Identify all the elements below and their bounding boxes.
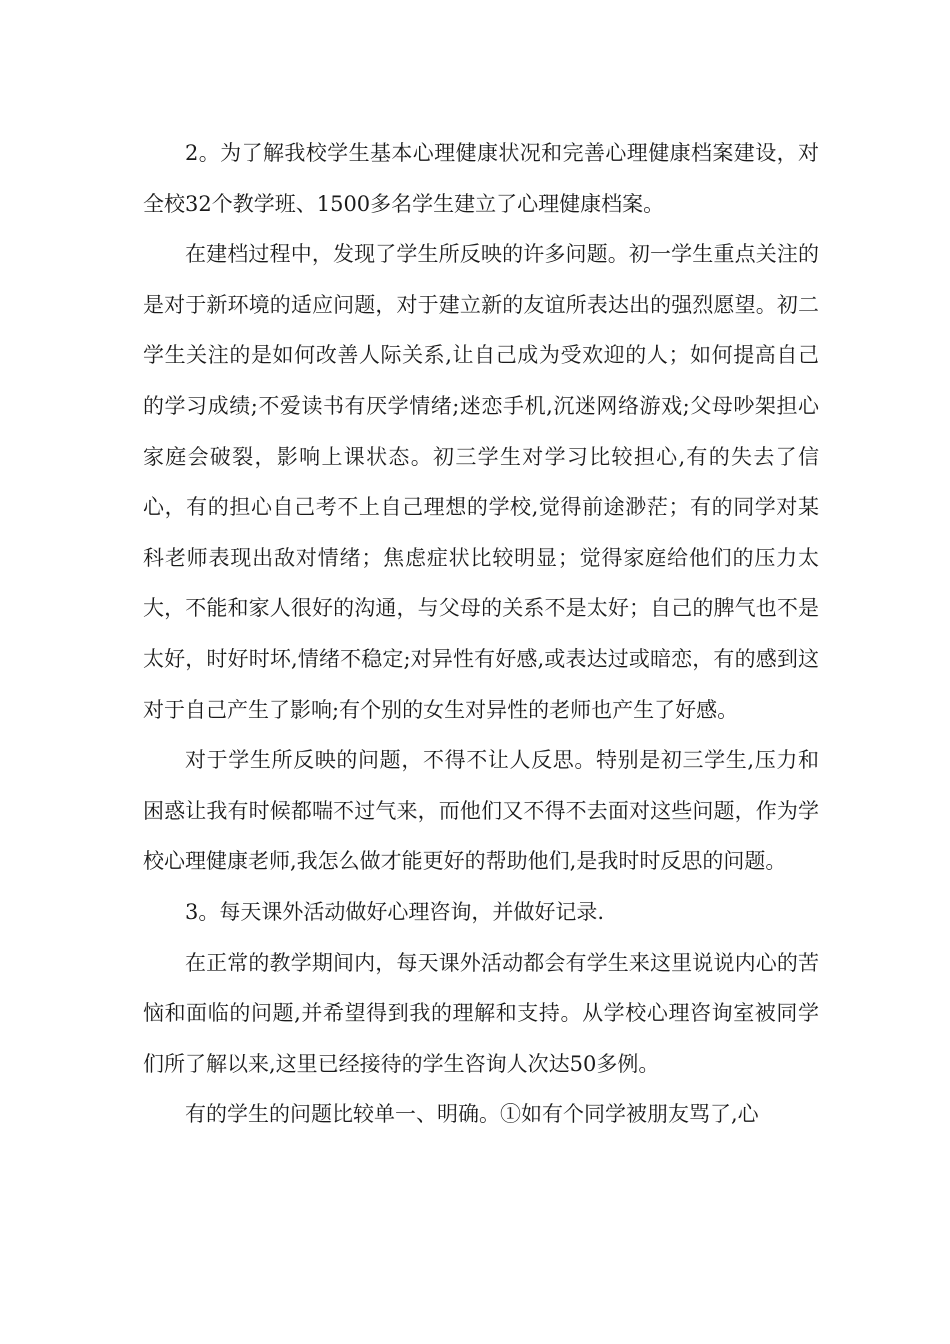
paragraph-case-start: 有的学生的问题比较单一、明确。①如有个同学被朋友骂了,心 xyxy=(185,1102,759,1127)
paragraph-archive-findings: 在建档过程中，发现了学生所反映的许多问题。初一学生重点关注的是对于新环境的适应问题，对于建立新的友谊所表达出的强烈愿望。初二学生关注的是如何改善人际关系,让自己成为受欢迎的人；如何提高自己的学习成绩;不爱读书有厌学情绪;迷恋手机,沉迷网络游戏;父母吵架担心家庭会破裂，影响上课状态。初三学生对学习比较担心,有的失去了信心，有的担心自己考不上自己理想的学校,觉得前途渺茫；有的同学对某科老师表现出敌对情绪；焦虑症状比较明显；觉得家庭给他们的压力太大，不能和家人很好的沟通，与父母的关系不是太好；自己的脾气也不是太好，时好时坏,情绪不稳定;对异性有好感,或表达过或暗恋，有的感到这对于自己产生了影响;有个别的女生对异性的老师也产生了好感。 xyxy=(143,242,819,722)
paragraph-counseling-heading: 3。每天课外活动做好心理咨询，并做好记录. xyxy=(185,899,605,924)
paragraph-archive-intro: 2。为了解我校学生基本心理健康状况和完善心理健康档案建设，对全校32个教学班、1500多名学生建立了心理健康档案。 xyxy=(143,141,819,216)
paragraph-counseling-details: 在正常的教学期间内，每天课外活动都会有学生来这里说说内心的苦恼和面临的问题,并希望得到我的理解和支持。从学校心理咨询室被同学们所了解以来,这里已经接待的学生咨询人次达50多例。 xyxy=(143,950,819,1076)
paragraph-reflection: 对于学生所反映的问题，不得不让人反思。特别是初三学生,压力和困惑让我有时候都喘不过气来，而他们又不得不去面对这些问题，作为学校心理健康老师,我怎么做才能更好的帮助他们,是我时时反思的问题。 xyxy=(143,748,819,874)
document-body xyxy=(143,128,819,1140)
